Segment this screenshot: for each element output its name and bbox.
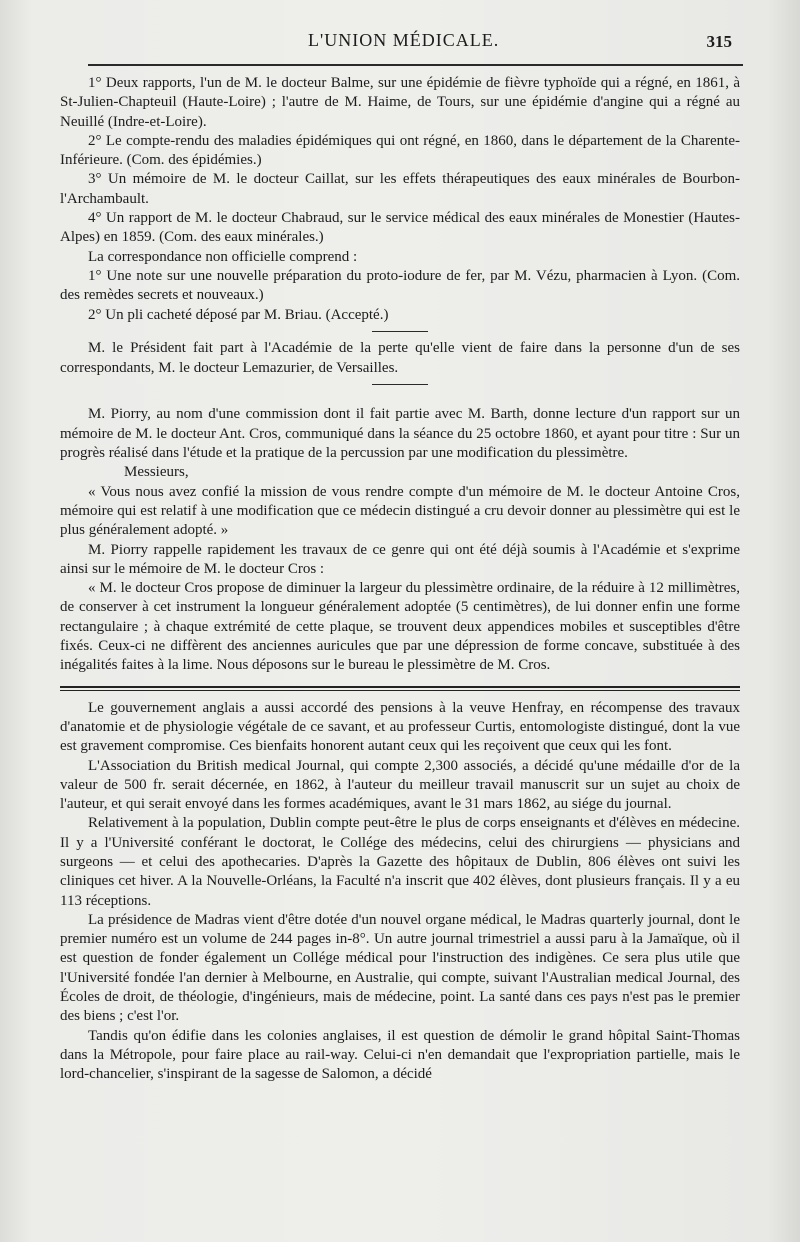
- paragraph: La correspondance non officielle comprend :: [88, 248, 358, 265]
- header-rule: [88, 64, 743, 66]
- body-text: [60, 74, 740, 1085]
- paragraph: M. le Président fait part à l'Académie de la perte qu'elle vient de faire dans la personne d'un de ses correspondants, M. le docteur Lemazurier, de Versailles.: [60, 340, 740, 376]
- paragraph: « Vous nous avez confié la mission de vous rendre compte d'un mémoire de M. le docteur Antoine Cros, mémoire qui est relatif à une modification que ce médecin distingué a cru devoir donner au plessimètre qui est le plus généralement adopté. »: [60, 483, 740, 539]
- paragraph: L'Association du British medical Journal, qui compte 2,300 associés, a décidé qu'une médaille d'or de la valeur de 500 fr. serait décernée, en 1862, à l'auteur du meilleur travail manuscrit sur un sujet au choix de l'auteur, et qui serait envoyé dans les formes académiques, avant le 31 mars 1862, au siége du journal.: [60, 757, 740, 813]
- paragraph: La présidence de Madras vient d'être dotée d'un nouvel organe médical, le Madras quarterly journal, dont le premier numéro est un volume de 244 pages in-8°. Un autre journal trimestriel a aussi paru à la Jamaïque, où il est question de fonder également un Collége médical pour l'instruction des indigènes. Ce sera plus utile que l'Université fondée l'an dernier à Melbourne, en Australie, qui compte, suivant l'Australian medical Journal, des Écoles de droit, de théologie, d'ingénieurs, mais de médecine, point. La santé dans ces pays n'est pas le premier des biens ; c'est l'or.: [60, 911, 740, 1025]
- page-number: 315: [706, 32, 732, 51]
- paragraph: Relativement à la population, Dublin compte peut-être le plus de corps enseignants et d'élèves en médecine. Il y a l'Université conférant le doctorat, le Collége des médecins, celui des chirurgiens — physicians and surgeons — et celui des apothecaries. D'après la Gazette des hôpitaux de Dublin, 806 élèves ont suivi les cliniques cet hiver. A la Nouvelle-Orléans, la Faculté n'a inscrit que 402 élèves, dont plusieurs français. Il y a eu 113 réceptions.: [60, 815, 740, 909]
- paragraph: « M. le docteur Cros propose de diminuer la largeur du plessimètre ordinaire, de la réduire à 12 millimètres, de conserver à cet instrument la longueur généralement adoptée (5 centimètres), de lui donner enfin une forme rectangulaire ; à chaque extrémité de cette plaque, se trouvent deux appendices mobiles et susceptibles d'être fixés. Ceux-ci ne diffèrent des anciennes auricules que par une dépression de forme concave, substituée à des inégalités faites à la lime. Nous déposons sur le bureau le plessimètre de M. Cros.: [60, 580, 740, 674]
- paragraph: M. Piorry, au nom d'une commission dont il fait partie avec M. Barth, donne lecture d'un rapport sur un mémoire de M. le docteur Ant. Cros, communiqué dans la séance du 25 octobre 1860, et ayant pour titre : Sur un progrès réalisé dans l'étude et la pratique de la percussion par une modification du plessimètre.: [60, 406, 740, 462]
- paragraph: Tandis qu'on édifie dans les colonies anglaises, il est question de démolir le grand hôpital Saint-Thomas dans la Métropole, pour faire place au rail-way. Celui-ci n'en demandait que l'expropriation partielle, mais le lord-chancelier, s'inspirant de la sagesse de Salomon, a décidé: [60, 1027, 740, 1083]
- paragraph: 2° Le compte-rendu des maladies épidémiques qui ont régné, en 1860, dans le département de la Charente-Inférieure. (Com. des épidémies.): [60, 132, 740, 169]
- running-title: L'UNION MÉDICALE.: [308, 30, 500, 50]
- paragraph: 3° Un mémoire de M. le docteur Caillat, sur les effets thérapeutiques des eaux minérales de Bourbon-l'Archambault.: [60, 171, 740, 207]
- section-divider: [372, 331, 428, 333]
- paragraph: 1° Deux rapports, l'un de M. le docteur Balme, sur une épidémie de fièvre typhoïde qui a régné, en 1861, à St-Julien-Chapteuil (Haute-Loire) ; l'autre de M. Haime, de Tours, sur une épidémie d'angine qui a régné au Neuillé (Indre-et-Loire).: [60, 75, 740, 130]
- section-divider: [372, 384, 428, 386]
- double-rule-divider: [60, 686, 740, 691]
- paragraph: Le gouvernement anglais a aussi accordé des pensions à la veuve Henfray, en récompense des travaux d'anatomie et de physiologie végétale de ce savant, et au professeur Curtis, entomologiste distingué, dont la vue est gravement compromise. Ces bienfaits honorent autant ceux qui les reçoivent que ceux qui les font.: [60, 699, 740, 755]
- page-header: [60, 30, 740, 60]
- paragraph: M. Piorry rappelle rapidement les travaux de ce genre qui ont été déjà soumis à l'Académie et s'exprime ainsi sur le mémoire de M. le docteur Cros :: [60, 541, 740, 577]
- salutation: Messieurs,: [124, 464, 189, 481]
- paragraph: 2° Un pli cacheté déposé par M. Briau. (Accepté.): [88, 306, 389, 323]
- paragraph: 1° Une note sur une nouvelle préparation du proto-iodure de fer, par M. Vézu, pharmacien à Lyon. (Com. des remèdes secrets et nouveaux.): [60, 267, 740, 304]
- spacer: [60, 392, 740, 405]
- paragraph: 4° Un rapport de M. le docteur Chabraud, sur le service médical des eaux minérales de Monestier (Hautes-Alpes) en 1859. (Com. des eaux minérales.): [60, 210, 740, 246]
